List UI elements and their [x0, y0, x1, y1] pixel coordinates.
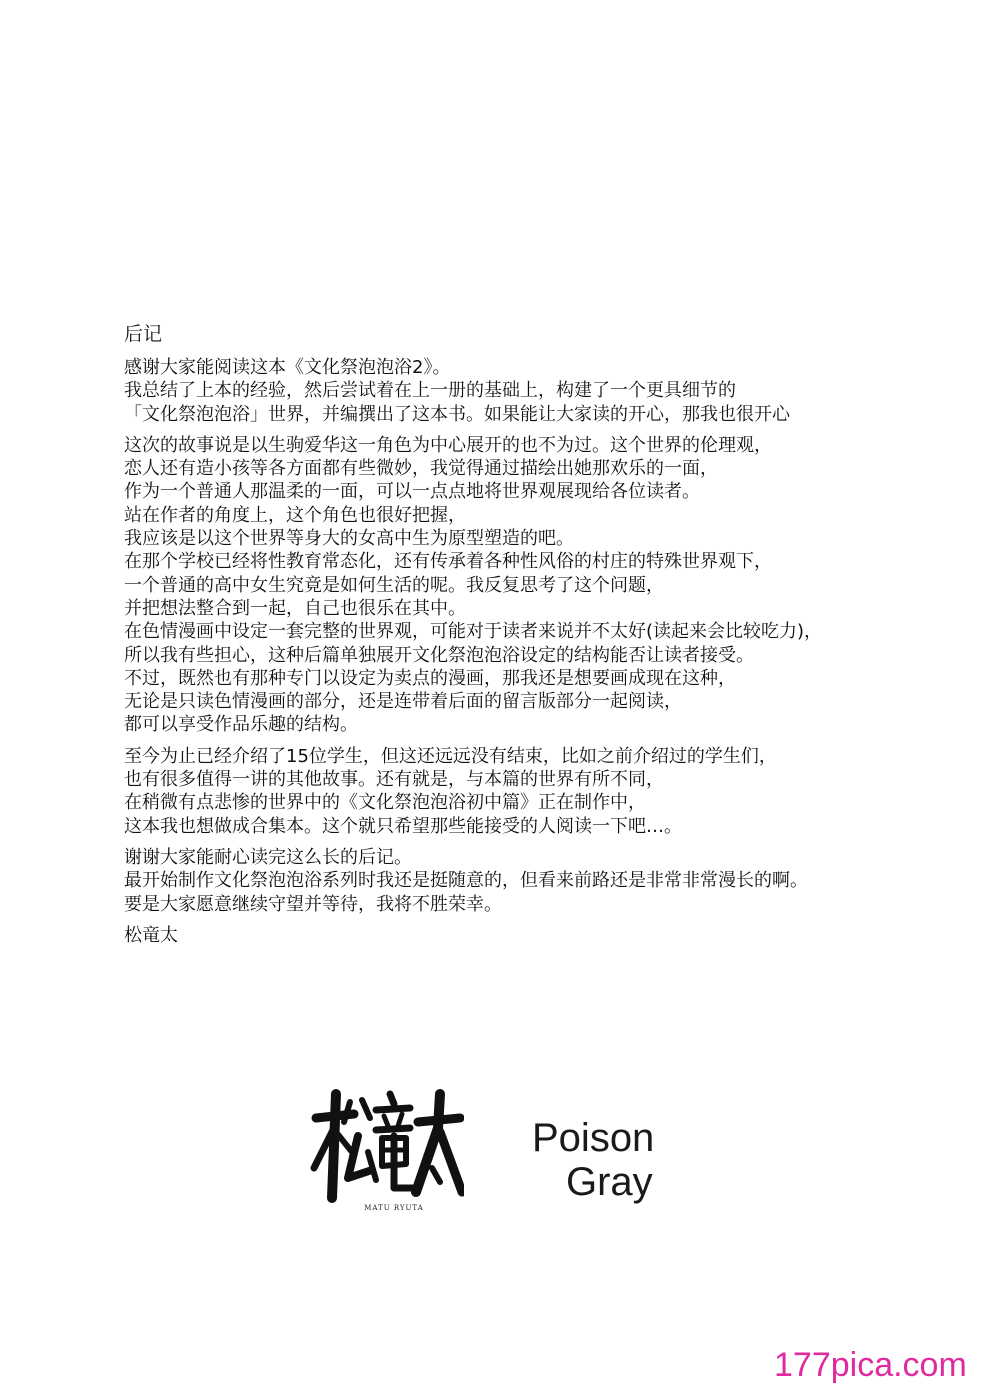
text-line: 站在作者的角度上，这个角色也很好把握， — [124, 504, 466, 526]
paragraph-4 — [124, 846, 924, 916]
text-line: 要是大家愿意继续守望并等待，我将不胜荣幸。 — [124, 893, 502, 915]
author-brush-logo — [306, 1088, 464, 1216]
text-line: 都可以享受作品乐趣的结构。 — [124, 714, 358, 736]
author-logo-graphic — [306, 1088, 464, 1208]
text-line: 我应该是以这个世界等身大的女高中生为原型塑造的吧。 — [124, 528, 574, 550]
text-line: 在色情漫画中设定一套完整的世界观，可能对于读者来说并不太好(读起来会比较吃力)， — [124, 621, 823, 643]
text-line: 感谢大家能阅读这本《文化祭泡泡浴2》。 — [124, 357, 451, 378]
afterword-title: 后记 — [124, 323, 163, 345]
paragraph-1 — [124, 356, 924, 426]
text-line: 无论是只读色情漫画的部分，还是连带着后面的留言版部分一起阅读， — [124, 691, 682, 713]
text-line: 在那个学校已经将性教育常态化，还有传承着各种性风俗的村庄的特殊世界观下， — [124, 551, 772, 573]
site-watermark: 177pica.com — [774, 1346, 967, 1384]
text-line: 我总结了上本的经验，然后尝试着在上一册的基础上，构建了一个更具细节的 — [124, 380, 736, 402]
paragraph-2 — [124, 434, 924, 737]
circle-name-line1: Poison — [532, 1116, 655, 1160]
logos-area — [300, 1088, 700, 1228]
text-line: 恋人还有造小孩等各方面都有些微妙，我觉得通过描绘出她那欢乐的一面， — [124, 458, 718, 480]
text-line: 并把想法整合到一起，自己也很乐在其中。 — [124, 597, 466, 619]
text-line: 这次的故事说是以生驹爱华这一角色为中心展开的也不为过。这个世界的伦理观， — [124, 434, 772, 456]
circle-name — [532, 1116, 692, 1204]
text-line: 不过，既然也有那种专门以设定为卖点的漫画，那我还是想要画成现在这种， — [124, 667, 736, 689]
text-line: 作为一个普通人那温柔的一面，可以一点点地将世界观展现给各位读者。 — [124, 481, 700, 503]
text-line: 一个普通的高中女生究竟是如何生活的呢。我反复思考了这个问题， — [124, 574, 664, 596]
text-line: 最开始制作文化祭泡泡浴系列时我还是挺随意的，但看来前路还是非常非常漫长的啊。 — [124, 870, 808, 892]
author-logo-caption: MATU RYUTA — [364, 1204, 424, 1212]
text-line: 所以我有些担心，这种后篇单独展开文化祭泡泡浴设定的结构能否让读者接受。 — [124, 644, 754, 666]
text-line: 谢谢大家能耐心读完这么长的后记。 — [124, 846, 412, 868]
text-line: 在稍微有点悲惨的世界中的《文化祭泡泡浴初中篇》正在制作中， — [124, 792, 646, 814]
text-line: 「文化祭泡泡浴」世界，并编撰出了这本书。如果能让大家读的开心，那我也很开心 — [124, 403, 790, 425]
text-line: 至今为止已经介绍了15位学生，但这还远远没有结束，比如之前介绍过的学生们， — [124, 745, 777, 767]
text-line: 也有很多值得一讲的其他故事。还有就是，与本篇的世界有所不同， — [124, 769, 664, 791]
circle-name-line2: Gray — [566, 1160, 653, 1204]
afterword — [124, 322, 924, 948]
text-line: 这本我也想做成合集本。这个就只希望那些能接受的人阅读一下吧…。 — [124, 815, 682, 837]
paragraph-3 — [124, 745, 924, 838]
author-signature: 松竜太 — [124, 924, 178, 946]
